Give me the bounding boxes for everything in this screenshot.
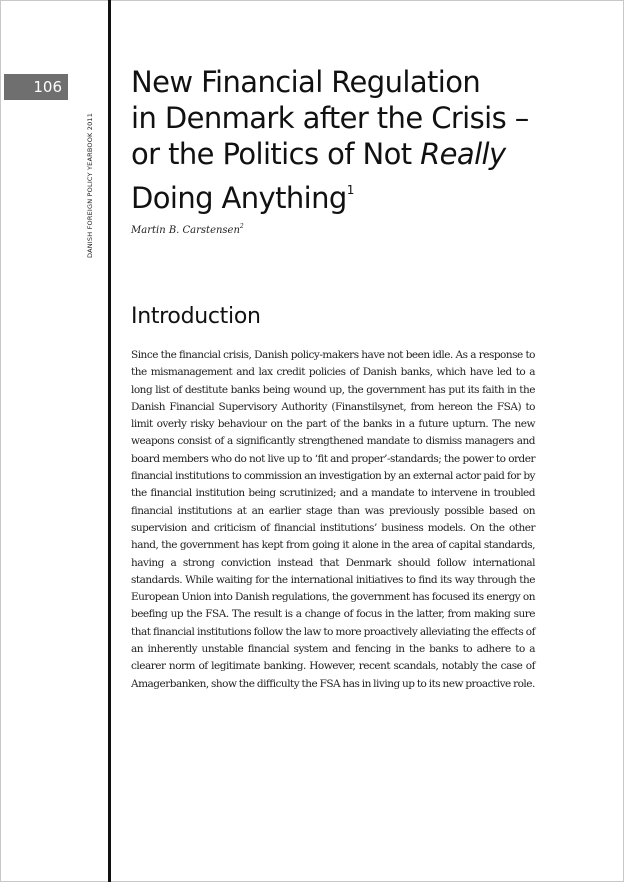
page-number: 106 xyxy=(4,74,68,100)
title-line-4: Doing Anything xyxy=(131,181,347,215)
title-emphasis: Really xyxy=(420,137,506,171)
title-line-1: New Financial Regulation xyxy=(131,65,481,99)
section-heading: Introduction xyxy=(131,304,261,329)
body-paragraph: Since the financial crisis, Danish policy-makers have not been idle. As a response to the mismanagement and lax credit policies of Danish banks, which have led to a long list of destitute banks being wound up, the government has put its faith in the Danish Financial Supervisory Authority (Finanstilsynet, from hereon the FSA) to limit overly risky behaviour on the part of the banks in a future upturn. The new weapons consist of a significantly strengthened mandate to dismiss managers and board members who do not live up to ‘fit and proper’-standards; the power to order financial institutions to commission an investigation by an external actor paid for by the financial institution being scrutinized; and a mandate to intervene in troubled financial institutions at an earlier stage than was previously possible based on supervision and criticism of financial institutions’ business models. On the other hand, the government has kept from going it alone in the area of capital standards, having a strong conviction instead that Denmark should follow international standards. While waiting for the international initiatives to find its way through the European Union into Danish regulations, the government has focused its energy on beefing up the FSA. The result is a change of focus in the latter, from making sure that financial institutions follow the law to more proactively alleviating the effects of an inherently unstable financial system and fencing in the banks to adhere to a clearer norm of legitimate banking. However, recent scandals, notably the case of Amagerbanken, show the difficulty the FSA has in living up to its new proactive role. xyxy=(131,349,535,690)
gutter-rule xyxy=(108,0,111,882)
title-footnote-marker: 1 xyxy=(346,183,354,197)
author-footnote-marker: 2 xyxy=(239,223,244,230)
author-byline xyxy=(131,223,244,236)
article-title xyxy=(131,64,601,216)
author-name: Martin B. Carstensen xyxy=(131,225,240,236)
title-line-3: or the Politics of Not xyxy=(131,137,421,171)
running-head: DANISH FOREIGN POLICY YEARBOOK 2011 xyxy=(86,112,94,258)
title-line-2: in Denmark after the Crisis – xyxy=(131,101,529,135)
